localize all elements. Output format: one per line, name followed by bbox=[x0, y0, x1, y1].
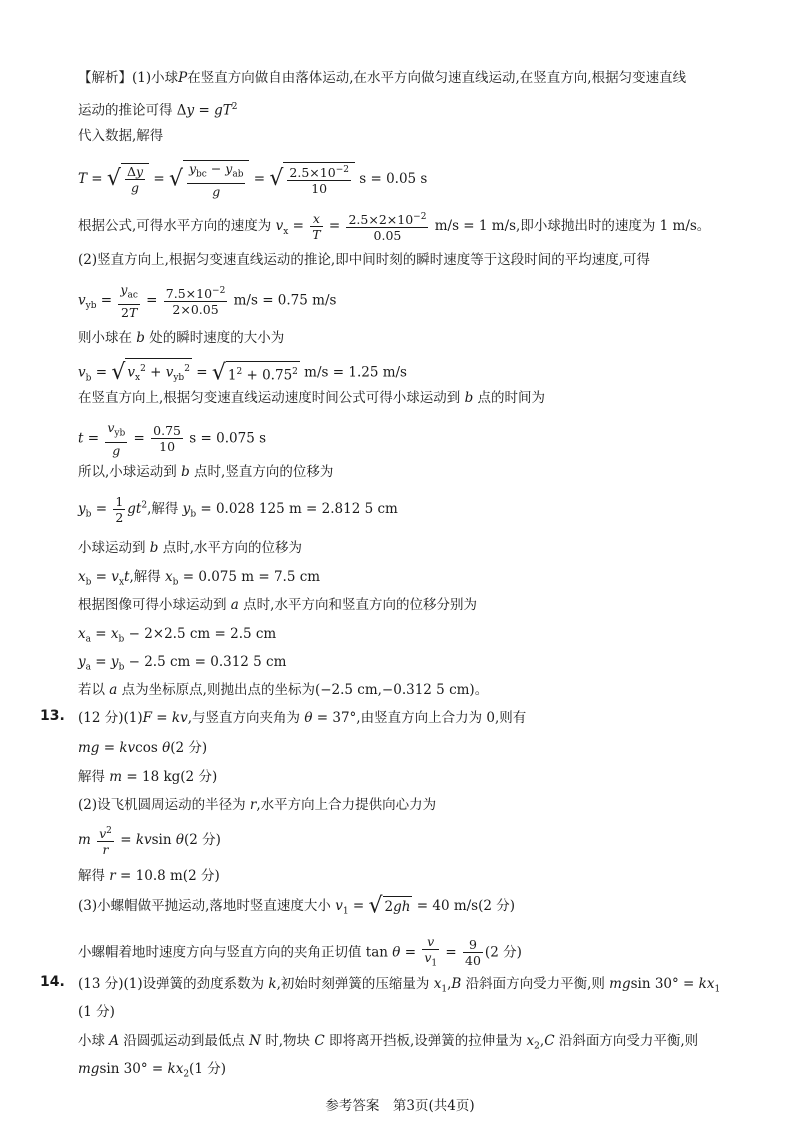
text-line: 根据图像可得小球运动到 a 点时,水平方向和竖直方向的位移分别为 bbox=[78, 597, 477, 613]
formula-horizontal-speed: 根据公式,可得水平方向的速度为 $v_x$ = $\frac{x}{T}$ = $\frac{2.5\times 2\times 10^{-2}}{0.05}$ m/s = 1 m/s,即小球抛出时的速度为 1 m/s。 bbox=[78, 211, 711, 244]
text-line: (1 分) bbox=[78, 1004, 115, 1020]
formula-mg: mg = kvcos θ(2 分) bbox=[78, 740, 208, 756]
text-line: mgsin $30^\circ = kx_2(1$ 分) bbox=[78, 1061, 226, 1080]
formula-vb: $v_b$ = √ $v_x^2 + v_{yb}^2$ = √ $1^2 + 0.75^2$ m/s = 1.25 m/s bbox=[78, 358, 407, 388]
text-line: 解得 m = 18 kg(2 分) bbox=[78, 769, 218, 785]
analysis-line: 【解析】(1)小球P在竖直方向做自由落体运动,在水平方向做匀速直线运动,在竖直方向,根据匀变速直线 bbox=[78, 70, 687, 86]
text-line: 小球运动到 b 点时,水平方向的位移为 bbox=[78, 540, 303, 556]
text-line: 所以,小球运动到 b 点时,竖直方向的位移为 bbox=[78, 464, 334, 480]
question-number: 13. bbox=[40, 708, 65, 724]
formula-yb: $y_b$ = $\frac{1}{2}$ $gt^2$,解得 $y_b = 0.028$ 125 m = 2.812 5 cm bbox=[78, 494, 398, 525]
page-footer: 参考答案 第3页(共4页) bbox=[325, 1098, 475, 1114]
text-line: (2)设飞机圆周运动的半径为 r,水平方向上合力提供向心力为 bbox=[78, 797, 437, 813]
formula-xb: $x_b = v_xt$,解得 $x_b = 0.075$ m = 7.5 cm bbox=[78, 569, 321, 588]
formula-ya: $y_a = y_b - 2.5$ cm = 0.312 5 cm bbox=[78, 654, 287, 673]
formula-vyb: $v_{yb}$ = $\frac{y_{ac}}{2T}$ = $\frac{7.5\times 10^{-2}}{2\times 0.05}$ m/s = 0.75 m/s bbox=[78, 282, 337, 320]
formula-centripetal: m $\frac{v^2}{r}$ = kvsin θ(2 分) bbox=[78, 826, 221, 858]
text-line: 解得 r = 10.8 m(2 分) bbox=[78, 868, 220, 884]
text-line: (13 分)(1)设弹簧的劲度系数为 k,初始时刻弹簧的压缩量为 $x_1,B$ 沿斜面方向受力平衡,则 mgsin $30^\circ = kx_1$ bbox=[78, 976, 721, 995]
formula-time: t = $\frac{v_{yb}}{g}$ = $\frac{0.75}{10}$ s = 0.075 s bbox=[78, 420, 266, 458]
text-line: 则小球在 b 处的瞬时速度的大小为 bbox=[78, 330, 285, 346]
text-line: 若以 a 点为坐标原点,则抛出点的坐标为(−2.5 cm,−0.312 5 cm)。 bbox=[78, 682, 489, 698]
text-line: 小球 A 沿圆弧运动到最低点 N 时,物块 C 即将离开挡板,设弹簧的拉伸量为 $x_2,C$ 沿斜面方向受力平衡,则 bbox=[78, 1033, 699, 1052]
text-line: 代入数据,解得 bbox=[78, 128, 164, 144]
text-line: (12 分)(1)F = kv,与竖直方向夹角为 θ = 37°,由竖直方向上合力为 0,则有 bbox=[78, 710, 527, 726]
text-line: (2)竖直方向上,根据匀变速直线运动的推论,即中间时刻的瞬时速度等于这段时间的平均速度,可得 bbox=[78, 252, 650, 268]
text-line: 在竖直方向上,根据匀变速直线运动速度时间公式可得小球运动到 b 点的时间为 bbox=[78, 390, 546, 406]
question-number: 14. bbox=[40, 974, 65, 990]
formula-period: T = √ $\frac{\Delta y}{g}$ = √ $\frac{y_{bc} - y_{ab}}{g}$ = √ $\frac{2.5\times 10^{-2}}{10}$ s = 0.05 s bbox=[78, 161, 428, 199]
formula-xa: $x_a = x_b - 2\times 2.5$ cm = 2.5 cm bbox=[78, 626, 277, 645]
analysis-tag: 【解析】 bbox=[78, 70, 132, 86]
text-line: 运动的推论可得 $\Delta y = gT^2$ bbox=[78, 102, 238, 119]
formula-v1: (3)小螺帽做平抛运动,落地时竖直速度大小 $v_1$ = √ 2gh = 40 m/s(2 分) bbox=[78, 893, 516, 919]
formula-tan: 小螺帽着地时速度方向与竖直方向的夹角正切值 tan θ = $\frac{v}{v_1}$ = $\frac{9}{40}$ (2 分) bbox=[78, 934, 522, 969]
